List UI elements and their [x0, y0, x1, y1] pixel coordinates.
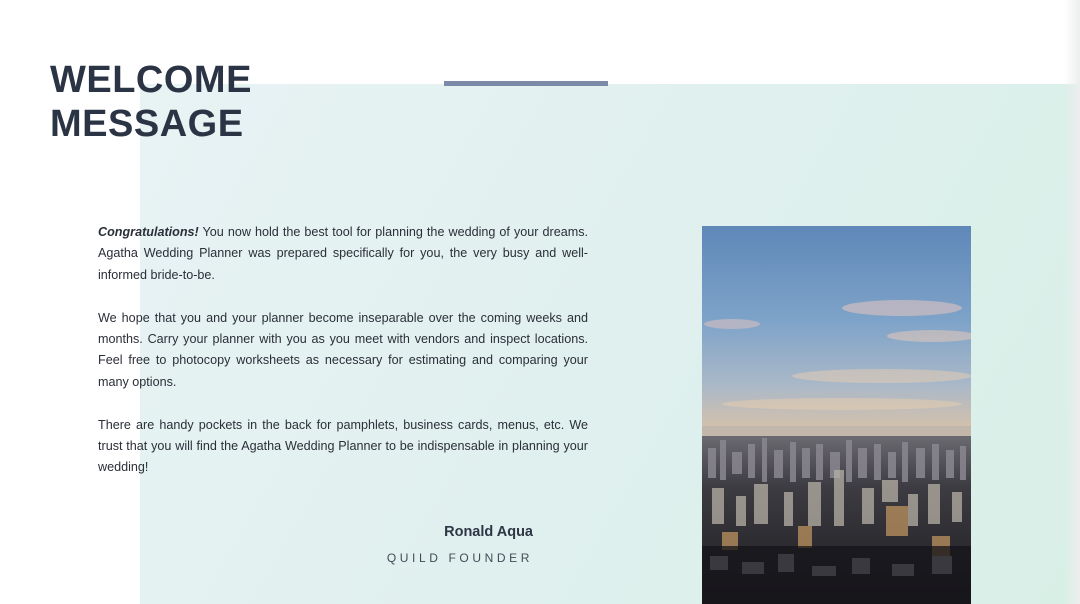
city-skyline-photo	[702, 226, 971, 604]
paragraph-3: There are handy pockets in the back for pamphlets, business cards, menus, etc. We trust that you will find the Agatha Wedding Planner to be indispensable in planning your wedding!	[98, 417, 588, 475]
page-edge-shadow	[1064, 0, 1080, 604]
page-title	[50, 58, 252, 146]
signature-name: Ronald Aqua	[444, 524, 533, 540]
accent-line	[444, 81, 608, 86]
title-line-2: MESSAGE	[50, 103, 244, 145]
welcome-message-body	[98, 222, 588, 500]
signature-role: QUILD FOUNDER	[386, 551, 533, 565]
title-line-1: WELCOME	[50, 59, 252, 101]
paragraph-1	[98, 222, 588, 286]
paragraph-2: We hope that you and your planner become inseparable over the coming weeks and months. Carry your planner with you as you meet with vendors and inspect locations. Feel free to photocopy worksheets as necessary for estimating and comparing your many options.	[98, 310, 588, 389]
paragraph-1-text: You now hold the best tool for planning the wedding of your dreams. Agatha Wedding Planner was prepared specifically for you, the very busy and well-informed bride-to-be.	[98, 225, 588, 282]
paragraph-1-lead: Congratulations!	[98, 225, 199, 239]
